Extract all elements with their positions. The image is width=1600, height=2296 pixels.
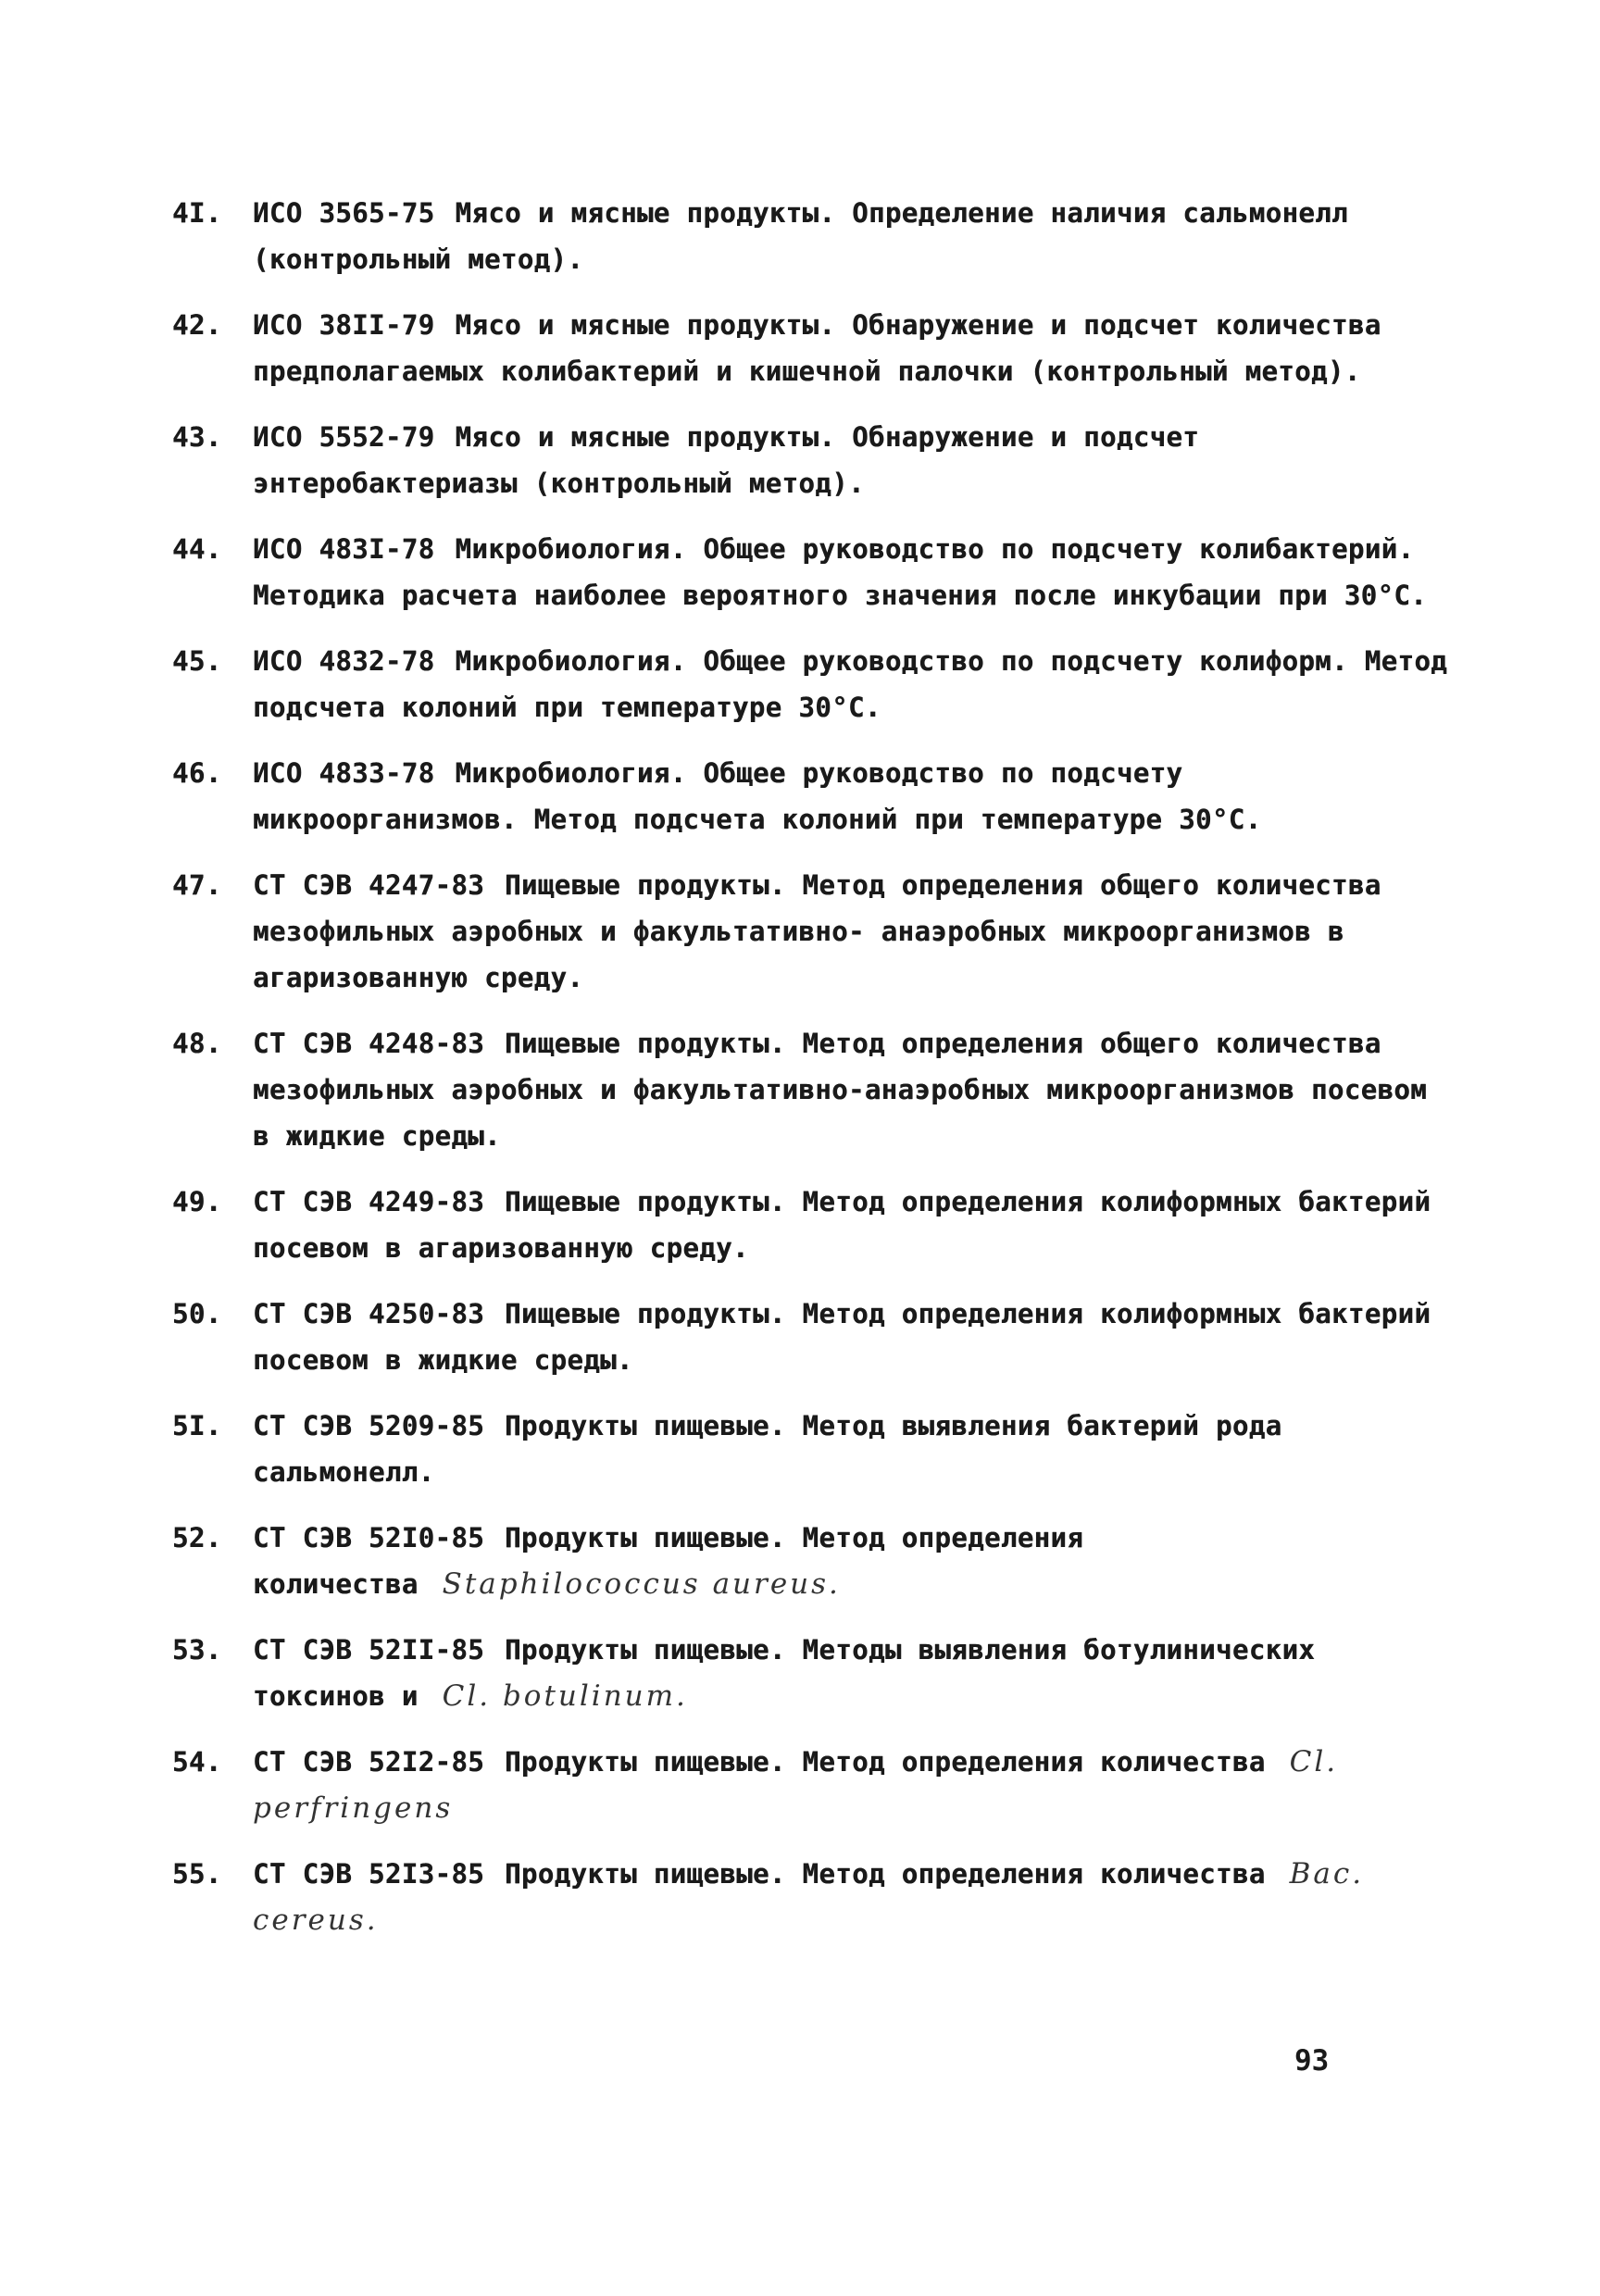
standard-code: ИСО 3565-75 xyxy=(253,197,435,229)
reference-entry xyxy=(172,1291,1450,1383)
reference-entry xyxy=(172,1851,1450,1943)
reference-entry xyxy=(172,1627,1450,1719)
standard-code: СТ СЭВ 52II-85 xyxy=(253,1634,485,1666)
entry-title: Мясо и мясные продукты. Обнаружение и подсчет количества предполагаемых колибактерий и кишечной палочки (контрольный метод). xyxy=(253,309,1381,387)
entry-number: 53. xyxy=(172,1634,222,1666)
entry-title: Пищевые продукты. Метод определения колиформных бактерий посевом в агаризованную среду. xyxy=(253,1186,1431,1264)
reference-entry xyxy=(172,190,1450,282)
standard-code: СТ СЭВ 4248-83 xyxy=(253,1028,485,1059)
entry-title: Продукты пищевые. Метод определения количества xyxy=(505,1746,1266,1778)
entry-title: Микробиология. Общее руководство по подсчету колибактерий. Методика расчета наиболее вероятного значения после инкубации при 30°С. xyxy=(253,533,1428,611)
reference-entry xyxy=(172,302,1450,394)
reference-entry xyxy=(172,1020,1450,1159)
handwritten-organism-name: Staphilococcus aureus. xyxy=(442,1567,841,1601)
entry-title: Продукты пищевые. Метод выявления бактерий рода сальмонелл. xyxy=(253,1410,1282,1488)
standard-code: СТ СЭВ 5209-85 xyxy=(253,1410,485,1441)
entry-number: 47. xyxy=(172,869,222,901)
entry-title: Микробиология. Общее руководство по подсчету микроорганизмов. Метод подсчета колоний при температуре 30°С. xyxy=(253,757,1262,835)
entry-title: Продукты пищевые. Методы выявления ботулинических токсинов и xyxy=(253,1634,1316,1712)
entry-title: Пищевые продукты. Метод определения общего количества мезофильных аэробных и факультативно- анаэробных микроорганизмов в агаризованную среду. xyxy=(253,869,1381,993)
reference-entry xyxy=(172,1515,1450,1607)
entry-number: 48. xyxy=(172,1028,222,1059)
entry-number: 54. xyxy=(172,1746,222,1778)
standard-code: СТ СЭВ 4249-83 xyxy=(253,1186,485,1217)
standard-code: ИСО 4833-78 xyxy=(253,757,435,789)
handwritten-organism-name: Bac. cereus. xyxy=(253,1857,1365,1937)
standard-code: ИСО 4832-78 xyxy=(253,645,435,677)
entry-number: 50. xyxy=(172,1298,222,1329)
standard-code: СТ СЭВ 52I3-85 xyxy=(253,1858,485,1890)
reference-entry xyxy=(172,638,1450,730)
entry-title: Пищевые продукты. Метод определения колиформных бактерий посевом в жидкие среды. xyxy=(253,1298,1431,1376)
standard-code: СТ СЭВ 52I2-85 xyxy=(253,1746,485,1778)
entry-number: 46. xyxy=(172,757,222,789)
entry-number: 42. xyxy=(172,309,222,341)
reference-entry xyxy=(172,1179,1450,1271)
entry-title: Мясо и мясные продукты. Определение наличия сальмонелл (контрольный метод). xyxy=(253,197,1348,275)
entry-number: 45. xyxy=(172,645,222,677)
standard-code: СТ СЭВ 4247-83 xyxy=(253,869,485,901)
handwritten-organism-name: Cl. botulinum. xyxy=(442,1679,688,1713)
entry-title: Продукты пищевые. Метод определения количества xyxy=(253,1522,1084,1600)
entry-number: 43. xyxy=(172,421,222,453)
reference-entry xyxy=(172,1403,1450,1495)
entry-number: 5I. xyxy=(172,1410,222,1441)
entry-title: Пищевые продукты. Метод определения общего количества мезофильных аэробных и факультативно-анаэробных микроорганизмов посевом в жидкие среды. xyxy=(253,1028,1428,1152)
entry-number: 55. xyxy=(172,1858,222,1890)
entry-number: 44. xyxy=(172,533,222,565)
page-number: 93 xyxy=(1294,2044,1330,2078)
reference-entry xyxy=(172,862,1450,1001)
entry-title: Мясо и мясные продукты. Обнаружение и подсчет энтеробактериазы (контрольный метод). xyxy=(253,421,1200,499)
reference-entry xyxy=(172,526,1450,618)
entry-number: 49. xyxy=(172,1186,222,1217)
standard-code: СТ СЭВ 52I0-85 xyxy=(253,1522,485,1554)
reference-entry xyxy=(172,1739,1450,1831)
reference-list xyxy=(172,190,1450,1963)
entry-title: Продукты пищевые. Метод определения количества xyxy=(505,1858,1266,1890)
entry-number: 4I. xyxy=(172,197,222,229)
standard-code: ИСО 38II-79 xyxy=(253,309,435,341)
reference-entry xyxy=(172,750,1450,842)
standard-code: СТ СЭВ 4250-83 xyxy=(253,1298,485,1329)
standard-code: ИСО 483I-78 xyxy=(253,533,435,565)
standard-code: ИСО 5552-79 xyxy=(253,421,435,453)
reference-entry xyxy=(172,414,1450,506)
entry-title: Микробиология. Общее руководство по подсчету колиформ. Метод подсчета колоний при температуре 30°С. xyxy=(253,645,1448,723)
entry-number: 52. xyxy=(172,1522,222,1554)
handwritten-organism-name: Cl. perfringens xyxy=(253,1745,1339,1825)
